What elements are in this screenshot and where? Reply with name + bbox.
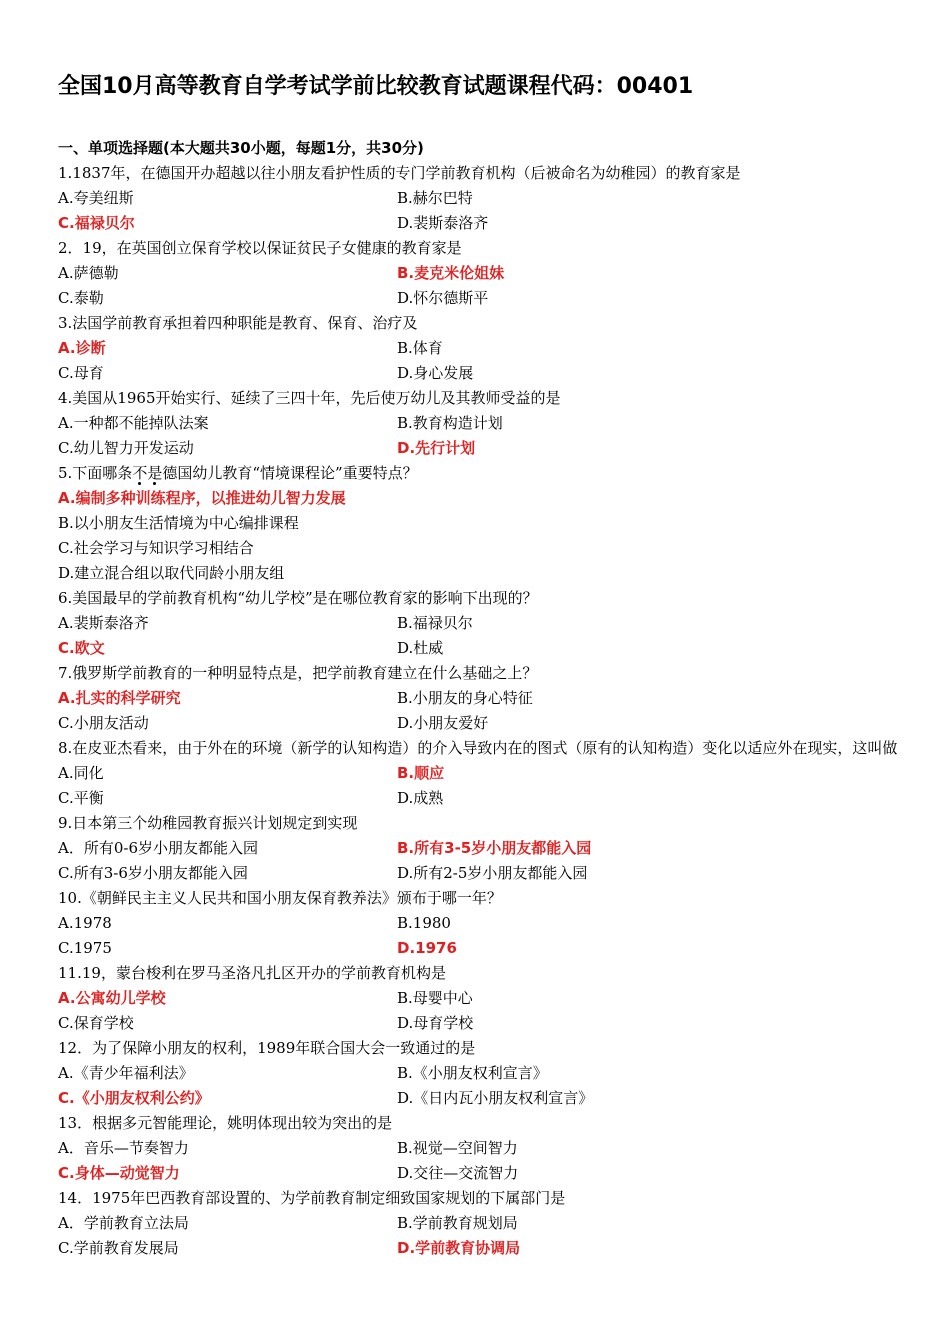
section-heading: 一、单项选择题(本大题共30小题，每题1分，共30分) <box>58 139 424 157</box>
option-b: B.《小朋友权利宣言》 <box>397 1064 548 1082</box>
option-b: B.教育构造计划 <box>397 414 503 432</box>
page-title: 全国10月高等教育自学考试学前比较教育试题课程代码：00401 <box>58 74 694 99</box>
option-d: D.裴斯泰洛齐 <box>397 214 489 232</box>
option-b: B.母婴中心 <box>397 989 473 1007</box>
option-c-correct: C.欧文 <box>58 639 105 657</box>
options-row <box>58 611 898 636</box>
option-d: D.所有2-5岁小朋友都能入园 <box>397 864 588 882</box>
options-row <box>58 261 898 286</box>
option-b: B.1980 <box>397 914 451 932</box>
option-c: C.所有3-6岁小朋友都能入园 <box>58 864 248 882</box>
options-row <box>58 686 898 711</box>
question-stem: 6.美国最早的学前教育机构“幼儿学校”是在哪位教育家的影响下出现的？ <box>58 589 538 607</box>
option-d: D.《日内瓦小朋友权利宣言》 <box>397 1089 594 1107</box>
option-b: B.赫尔巴特 <box>397 189 473 207</box>
option-d-correct: D.先行计划 <box>397 439 476 457</box>
option-c-correct: C.《小朋友权利公约》 <box>58 1089 210 1107</box>
option-a: A．学前教育立法局 <box>58 1214 189 1232</box>
options-row <box>58 286 898 311</box>
options-row <box>58 1061 898 1086</box>
option-d: D.母育学校 <box>397 1014 474 1032</box>
options-row <box>58 361 898 386</box>
option-c: C.1975 <box>58 939 112 957</box>
stem-part: 德国幼儿教育“情境课程论”重要特点？ <box>162 464 418 482</box>
question-stem <box>58 461 898 486</box>
emphasis-char: 不 <box>132 464 148 482</box>
option-b-correct: B.麦克米伦姐妹 <box>397 264 505 282</box>
question-stem: 9.日本第三个幼稚园教育振兴计划规定到实现 <box>58 814 358 832</box>
option-a-correct: A.公寓幼儿学校 <box>58 989 166 1007</box>
question-stem: 13．根据多元智能理论，姚明体现出较为突出的是 <box>58 1114 393 1132</box>
question-stem: 3.法国学前教育承担着四种职能是教育、保育、治疗及 <box>58 314 418 332</box>
options-row <box>58 636 898 661</box>
options-row <box>58 436 898 461</box>
question-stem: 4.美国从1965开始实行、延续了三四十年，先后使万幼儿及其教师受益的是 <box>58 389 561 407</box>
option-d: D.小朋友爱好 <box>397 714 489 732</box>
option-c: C.保育学校 <box>58 1014 134 1032</box>
question-stem: 11.19，蒙台梭利在罗马圣洛凡扎区开办的学前教育机构是 <box>58 964 446 982</box>
stem-part: 5.下面哪条 <box>58 464 133 482</box>
options-row <box>58 861 898 886</box>
option-b: B.体育 <box>397 339 443 357</box>
option-c: C.社会学习与知识学习相结合 <box>58 539 254 557</box>
option-a-correct: A.诊断 <box>58 339 106 357</box>
options-row <box>58 836 898 861</box>
options-row <box>58 711 898 736</box>
option-b: B.视觉—空间智力 <box>397 1139 518 1157</box>
option-d: D.交往—交流智力 <box>397 1164 519 1182</box>
options-row <box>58 761 898 786</box>
option-b-correct: B.所有3-5岁小朋友都能入园 <box>397 839 592 857</box>
option-a: A.夸美纽斯 <box>58 189 134 207</box>
options-row <box>58 1136 898 1161</box>
option-a: A.裴斯泰洛齐 <box>58 614 149 632</box>
question-stem: 8.在皮亚杰看来，由于外在的环境（新学的认知构造）的介入导致内在的图式（原有的认知构造）变化以适应外在现实，这叫做 <box>58 739 898 757</box>
options-row <box>58 911 898 936</box>
option-c-correct: C.福禄贝尔 <box>58 214 135 232</box>
options-row <box>58 336 898 361</box>
option-b: B.学前教育规划局 <box>397 1214 518 1232</box>
option-a-correct: A.编制多种训练程序，以推进幼儿智力发展 <box>58 489 346 507</box>
option-a: A.《青少年福利法》 <box>58 1064 194 1082</box>
option-a: A.1978 <box>58 914 112 932</box>
question-stem: 12．为了保障小朋友的权利，1989年联合国大会一致通过的是 <box>58 1039 476 1057</box>
option-c-correct: C.身体—动觉智力 <box>58 1164 180 1182</box>
options-row <box>58 1086 898 1111</box>
question-stem: 7.俄罗斯学前教育的一种明显特点是，把学前教育建立在什么基础之上？ <box>58 664 538 682</box>
options-row <box>58 186 898 211</box>
options-row <box>58 1161 898 1186</box>
option-c: C.平衡 <box>58 789 104 807</box>
exam-page <box>58 72 898 1261</box>
options-row <box>58 1011 898 1036</box>
option-a: A.萨德勒 <box>58 264 119 282</box>
option-c: C.幼儿智力开发运动 <box>58 439 194 457</box>
option-c: C.母育 <box>58 364 104 382</box>
emphasis-char: 是 <box>147 464 163 482</box>
option-b-correct: B.顺应 <box>397 764 445 782</box>
option-d: D.身心发展 <box>397 364 474 382</box>
option-b: B.福禄贝尔 <box>397 614 473 632</box>
option-d: D.怀尔德斯平 <box>397 289 489 307</box>
option-a: A．所有0-6岁小朋友都能入园 <box>58 839 258 857</box>
option-c: C.泰勒 <box>58 289 104 307</box>
question-stem: 2．19，在英国创立保育学校以保证贫民子女健康的教育家是 <box>58 239 462 257</box>
option-d: D.杜威 <box>397 639 444 657</box>
option-a: A.同化 <box>58 764 104 782</box>
question-stem: 14．1975年巴西教育部设置的、为学前教育制定细致国家规划的下属部门是 <box>58 1189 566 1207</box>
options-row <box>58 986 898 1011</box>
option-d: D.建立混合组以取代同龄小朋友组 <box>58 564 285 582</box>
options-row <box>58 411 898 436</box>
options-row <box>58 1236 898 1261</box>
options-row <box>58 211 898 236</box>
option-d: D.成熟 <box>397 789 444 807</box>
options-row <box>58 936 898 961</box>
option-a-correct: A.扎实的科学研究 <box>58 689 181 707</box>
option-b: B.以小朋友生活情境为中心编排课程 <box>58 514 299 532</box>
question-stem: 10.《朝鲜民主主义人民共和国小朋友保育教养法》颁布于哪一年？ <box>58 889 502 907</box>
option-a: A．音乐—节奏智力 <box>58 1139 189 1157</box>
option-b: B.小朋友的身心特征 <box>397 689 533 707</box>
option-c: C.学前教育发展局 <box>58 1239 179 1257</box>
option-d-correct: D.1976 <box>397 939 457 957</box>
question-stem: 1.1837年，在德国开办超越以往小朋友看护性质的专门学前教育机构（后被命名为幼稚园）的教育家是 <box>58 164 741 182</box>
option-d-correct: D.学前教育协调局 <box>397 1239 521 1257</box>
option-c: C.小朋友活动 <box>58 714 149 732</box>
option-a: A.一种都不能掉队法案 <box>58 414 209 432</box>
options-row <box>58 1211 898 1236</box>
options-row <box>58 786 898 811</box>
